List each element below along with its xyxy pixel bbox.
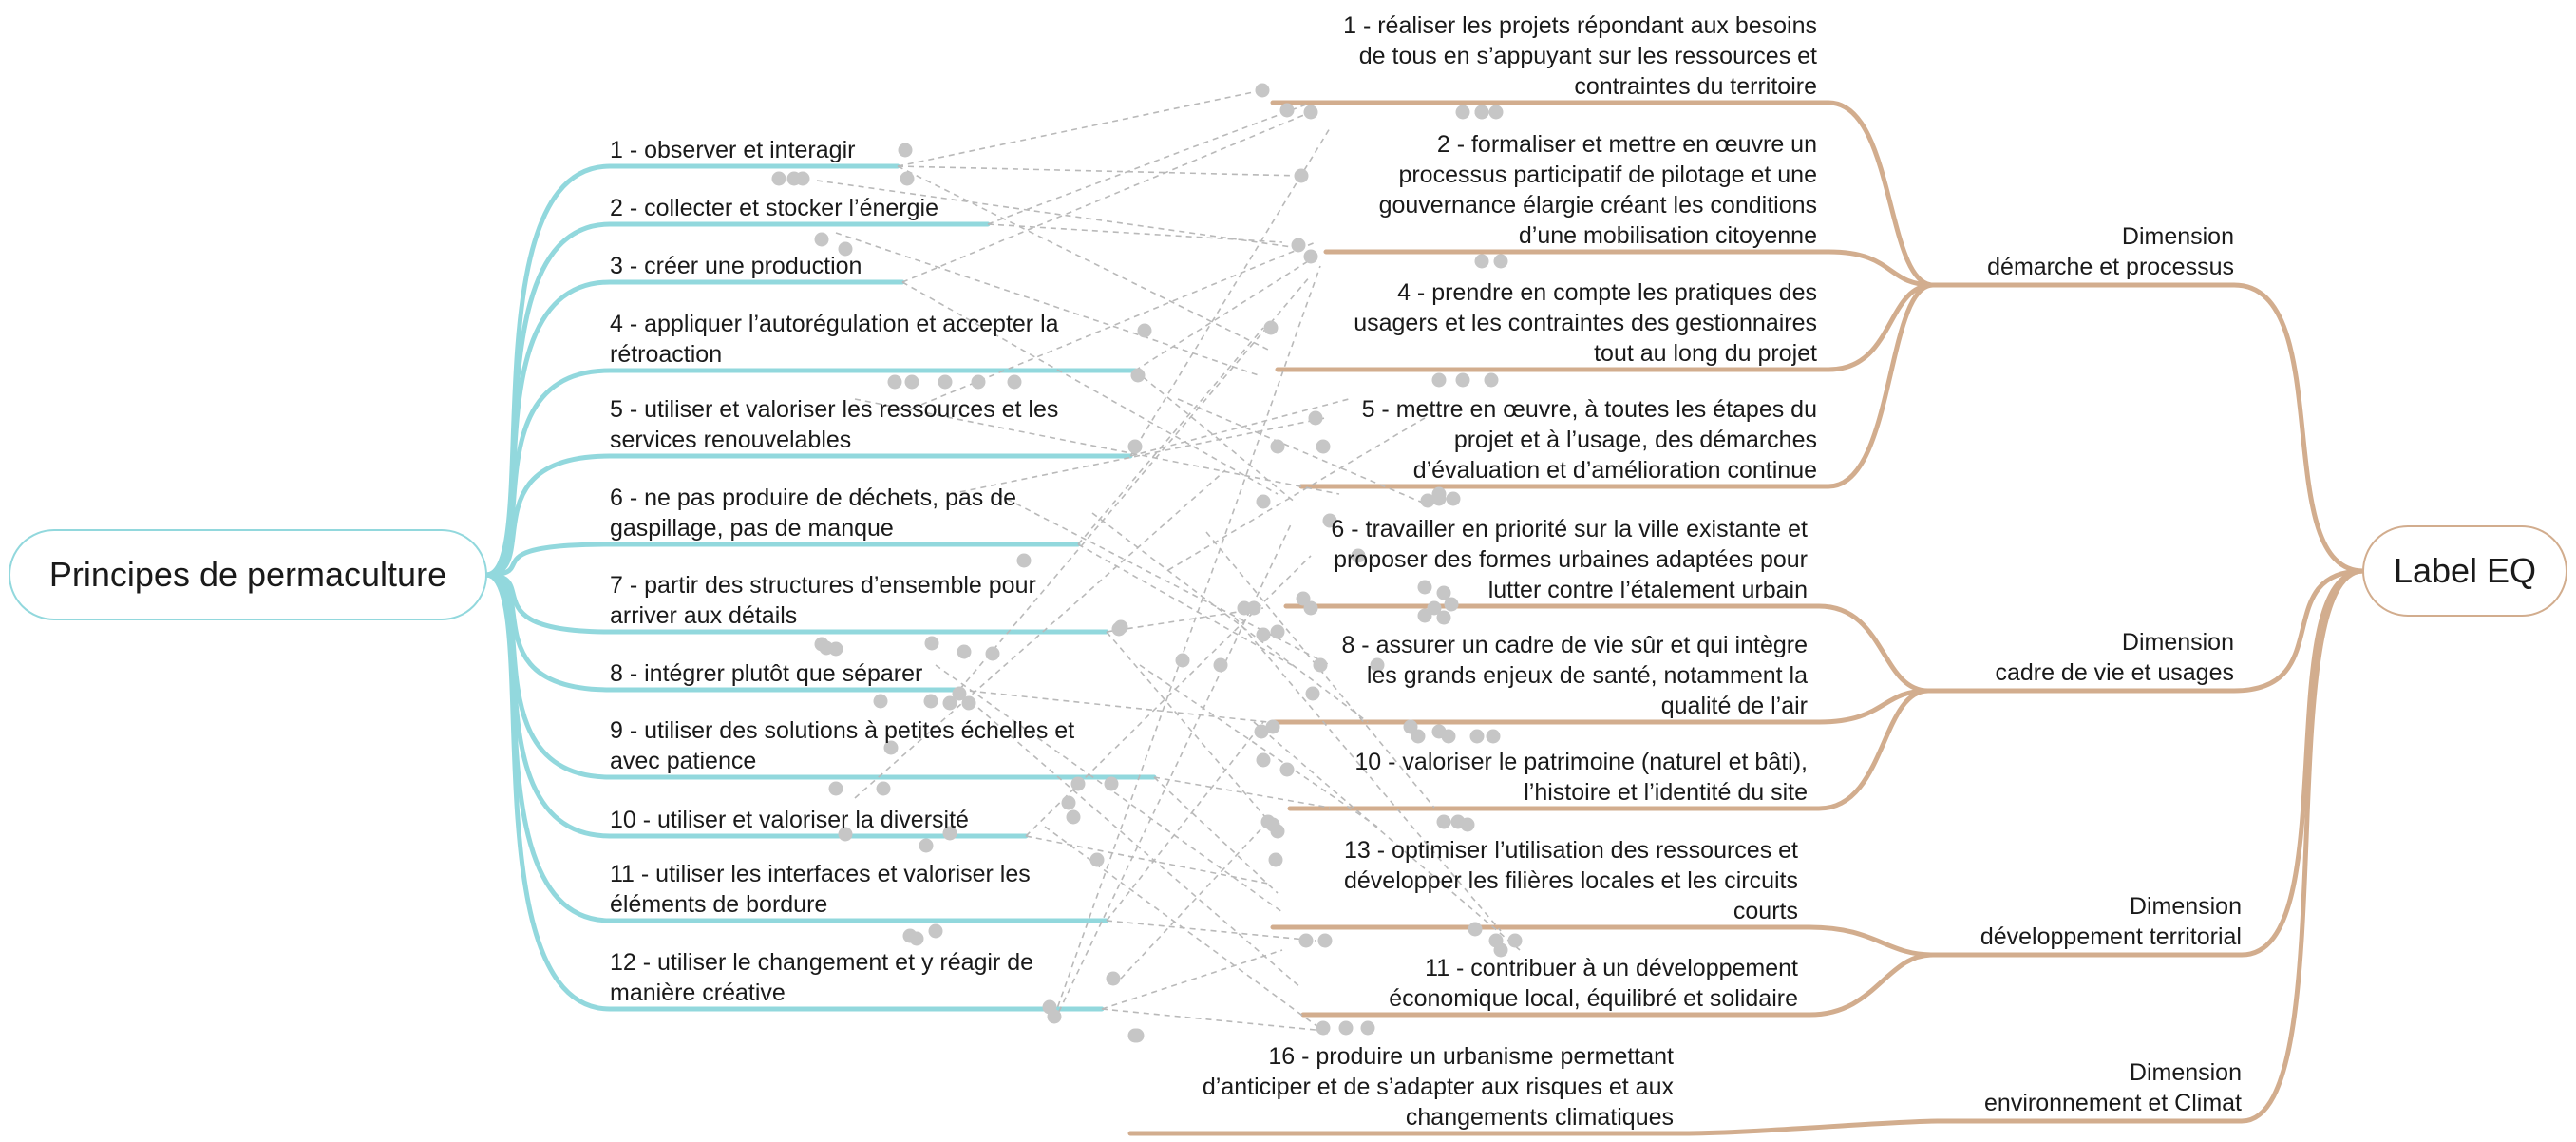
cross-link: [1102, 950, 1282, 1009]
cross-link: [1026, 556, 1311, 836]
principle-4: [610, 311, 1059, 368]
link-endpoint: [1105, 777, 1119, 791]
principle-4-line: 4 - appliquer l’autorégulation et accepter la: [610, 311, 1059, 337]
link-endpoint: [943, 696, 957, 711]
link-endpoint: [1485, 373, 1499, 388]
engagement-1-line: de tous en s’appuyant sur les ressources et: [1358, 43, 1817, 69]
engagement-1-line: contraintes du territoire: [1574, 73, 1817, 100]
link-endpoint: [1318, 934, 1333, 948]
principle-8-line: 8 - intégrer plutôt que séparer: [610, 660, 923, 687]
link-endpoint: [829, 642, 843, 657]
engagement-13-line: 13 - optimiser l’utilisation des ressources et: [1344, 837, 1798, 864]
link-endpoint: [796, 172, 810, 186]
link-endpoint: [1295, 169, 1309, 183]
engagement-branch-8: [1273, 691, 1928, 722]
dimension-env-line: environnement et Climat: [1984, 1090, 2242, 1116]
link-endpoint: [900, 172, 915, 186]
link-endpoint: [874, 695, 888, 709]
link-endpoint: [1468, 923, 1483, 937]
link-endpoint: [1361, 1021, 1375, 1036]
principle-6-line: 6 - ne pas produire de déchets, pas de: [610, 485, 1017, 511]
cross-link: [898, 166, 1301, 176]
link-endpoint: [1432, 373, 1447, 388]
principle-6-line: gaspillage, pas de manque: [610, 515, 894, 542]
link-endpoint: [1176, 654, 1190, 668]
cross-link: [1135, 371, 1297, 504]
cross-link: [1102, 1009, 1325, 1031]
engagement-11-line: économique local, équilibré et solidaire: [1389, 985, 1798, 1012]
cross-link: [1107, 921, 1316, 941]
engagement-16: [1203, 1043, 1675, 1131]
link-endpoint: [1487, 730, 1501, 744]
link-endpoint: [1008, 375, 1022, 390]
engagement-4-line: 4 - prendre en compte les pratiques des: [1397, 279, 1817, 306]
engagement-8-line: les grands enjeux de santé, notamment la: [1366, 662, 1808, 689]
cross-link: [1121, 827, 1263, 979]
cross-link: [898, 90, 1262, 166]
cross-link: [1154, 777, 1330, 808]
principle-10: [610, 807, 969, 833]
principle-7-line: 7 - partir des structures d’ensemble pour: [610, 572, 1036, 599]
link-endpoint: [1017, 554, 1032, 568]
link-endpoint: [829, 782, 843, 796]
engagement-11-line: 11 - contribuer à un développement: [1425, 955, 1798, 981]
link-endpoint: [1445, 598, 1459, 612]
link-endpoint: [1309, 411, 1323, 426]
principle-3: [610, 253, 862, 279]
link-endpoint: [1128, 1029, 1143, 1043]
engagement-2-line: d’une mobilisation citoyenne: [1518, 222, 1817, 249]
dimension-demarche: [1987, 223, 2234, 280]
link-endpoint: [1306, 687, 1320, 701]
engagement-2-line: gouvernance élargie créant les conditions: [1378, 192, 1817, 219]
dimension-cadre-line: cadre de vie et usages: [1995, 659, 2234, 686]
link-endpoint: [888, 375, 902, 390]
cross-link: [1140, 665, 1377, 827]
principle-5-line: services renouvelables: [610, 427, 852, 453]
engagement-4-line: tout au long du projet: [1594, 340, 1817, 367]
link-endpoint: [1247, 601, 1261, 616]
engagement-11: [1389, 955, 1798, 1012]
link-endpoint: [1256, 84, 1270, 98]
link-endpoint: [1112, 622, 1127, 637]
dimension-devt-line: Dimension: [2129, 893, 2242, 920]
principle-11-line: 11 - utiliser les interfaces et valoriser les: [610, 861, 1031, 887]
link-endpoint: [1299, 934, 1314, 948]
dimension-env: [1984, 1059, 2242, 1116]
principle-2: [610, 195, 938, 221]
link-endpoint: [1071, 777, 1086, 791]
link-endpoint: [1257, 495, 1271, 509]
link-endpoint: [1316, 1021, 1331, 1036]
engagement-1-line: 1 - réaliser les projets répondant aux besoins: [1343, 12, 1817, 39]
link-endpoint: [1131, 369, 1146, 383]
engagement-6-line: 6 - travailler en priorité sur la ville existante et: [1331, 516, 1808, 542]
link-endpoint: [925, 637, 939, 651]
engagement-branch-13: [1273, 927, 1933, 955]
cross-link: [1135, 257, 1316, 371]
link-endpoint: [1508, 934, 1523, 948]
link-endpoint: [1255, 725, 1269, 739]
link-endpoint: [1107, 972, 1121, 986]
engagement-2: [1379, 131, 1817, 249]
engagement-5-line: d’évaluation et d’amélioration continue: [1412, 457, 1817, 484]
engagement-8: [1341, 632, 1808, 719]
link-endpoint: [1461, 818, 1475, 832]
engagement-5: [1362, 396, 1817, 484]
link-endpoint: [938, 375, 953, 390]
engagement-10-line: l’histoire et l’identité du site: [1524, 779, 1808, 806]
link-endpoint: [1304, 250, 1318, 264]
link-endpoint: [1316, 440, 1331, 454]
link-endpoint: [1494, 255, 1508, 269]
link-endpoint: [1475, 105, 1489, 120]
cross-link: [836, 233, 1259, 375]
principle-12-line: 12 - utiliser le changement et y réagir de: [610, 949, 1034, 976]
dimension-cadre: [1995, 629, 2234, 686]
principle-12-line: manière créative: [610, 980, 786, 1006]
engagement-1: [1343, 12, 1817, 100]
link-endpoint: [1292, 238, 1306, 253]
engagement-8-line: qualité de l’air: [1660, 693, 1808, 719]
principle-branch-6: [486, 544, 1078, 575]
link-endpoint: [1257, 628, 1271, 642]
engagement-2-line: processus participatif de pilotage et une: [1398, 162, 1817, 188]
link-endpoint: [1214, 658, 1228, 673]
principle-5-line: 5 - utiliser et valoriser les ressources et les: [610, 396, 1059, 423]
link-endpoint: [1418, 609, 1432, 623]
link-endpoint: [1090, 853, 1105, 867]
link-endpoint: [1314, 658, 1328, 673]
principle-7-line: arriver aux détails: [610, 602, 798, 629]
cross-link: [997, 494, 1330, 665]
link-endpoint: [1447, 492, 1461, 506]
principle-4-line: rétroaction: [610, 341, 723, 368]
engagement-5-line: projet et à l’usage, des démarches: [1453, 427, 1817, 453]
link-endpoint: [1128, 440, 1143, 454]
principle-5: [610, 396, 1058, 453]
link-endpoint: [924, 695, 938, 709]
link-endpoint: [1411, 730, 1426, 744]
engagement-4: [1354, 279, 1817, 367]
link-endpoint: [1442, 730, 1456, 744]
link-endpoint: [1257, 753, 1271, 768]
link-endpoint: [1418, 581, 1432, 595]
link-endpoint: [1062, 796, 1076, 810]
dimension-devt-line: développement territorial: [1979, 923, 2242, 950]
principle-11: [610, 861, 1031, 918]
principle-2-line: 2 - collecter et stocker l’énergie: [610, 195, 938, 221]
link-endpoint: [929, 924, 943, 939]
dimension-env-line: Dimension: [2129, 1059, 2242, 1086]
link-endpoint: [877, 782, 891, 796]
link-endpoint: [1271, 440, 1285, 454]
engagement-8-line: 8 - assurer un cadre de vie sûr et qui intègre: [1341, 632, 1808, 658]
engagement-13-line: courts: [1733, 898, 1798, 924]
principle-9-line: 9 - utiliser des solutions à petites échelles et: [610, 717, 1075, 744]
link-endpoint: [1437, 815, 1451, 829]
link-endpoint: [972, 375, 986, 390]
principle-12: [610, 949, 1033, 1006]
principle-8: [610, 660, 922, 687]
right-root-node[interactable]: [2363, 526, 2567, 616]
left-root-node[interactable]: [9, 530, 486, 619]
left-root-text: Principes de permaculture: [48, 555, 447, 594]
principle-9-line: avec patience: [610, 748, 757, 774]
link-endpoint: [899, 143, 913, 158]
principle-7: [610, 572, 1036, 629]
dimension-demarche-line: démarche et processus: [1987, 254, 2234, 280]
link-endpoint: [1138, 324, 1152, 338]
link-endpoint: [1475, 255, 1489, 269]
engagement-10-line: 10 - valoriser le patrimoine (naturel et bâti),: [1354, 749, 1808, 775]
link-endpoint: [986, 647, 1000, 661]
link-endpoint: [910, 932, 924, 946]
right-root-text: Label EQ: [2393, 551, 2537, 590]
link-endpoint: [1264, 321, 1279, 335]
principle-10-line: 10 - utiliser et valoriser la diversité: [610, 807, 969, 833]
engagement-6-line: lutter contre l’étalement urbain: [1487, 577, 1808, 603]
principle-1-line: 1 - observer et interagir: [610, 137, 856, 163]
engagement-16-line: changements climatiques: [1405, 1104, 1674, 1131]
link-endpoint: [815, 233, 829, 247]
link-endpoint: [1304, 601, 1318, 616]
cross-link: [1026, 836, 1268, 884]
dimension-demarche-line: Dimension: [2121, 223, 2234, 250]
link-endpoint: [1067, 810, 1081, 825]
link-endpoint: [1269, 853, 1283, 867]
link-endpoint: [919, 839, 934, 853]
link-endpoint: [1456, 373, 1470, 388]
principle-3-line: 3 - créer une production: [610, 253, 862, 279]
cross-link: [1092, 513, 1368, 722]
cross-link: [1078, 328, 1263, 544]
engagement-6-line: proposer des formes urbaines adaptées pour: [1334, 546, 1808, 573]
link-endpoint: [905, 375, 919, 390]
link-endpoint: [1489, 105, 1504, 120]
link-endpoint: [1043, 1000, 1057, 1015]
engagement-16-line: d’anticiper et de s’adapter aux risques et aux: [1202, 1074, 1674, 1100]
engagement-5-line: 5 - mettre en œuvre, à toutes les étapes du: [1361, 396, 1817, 423]
link-endpoint: [957, 645, 972, 659]
link-endpoint: [1470, 730, 1485, 744]
engagement-13: [1344, 837, 1798, 924]
link-endpoint: [1304, 105, 1318, 120]
link-endpoint: [772, 172, 786, 186]
principle-1: [610, 137, 855, 163]
dimension-cadre-line: Dimension: [2121, 629, 2234, 656]
cross-link: [978, 708, 1301, 988]
link-endpoint: [1280, 763, 1295, 777]
engagement-16-line: 16 - produire un urbanisme permettant: [1268, 1043, 1674, 1070]
principle-11-line: éléments de bordure: [610, 891, 828, 918]
dimension-devt: [1980, 893, 2242, 950]
link-endpoint: [1280, 104, 1295, 118]
cross-link: [988, 105, 1306, 224]
principle-9: [610, 717, 1074, 774]
link-endpoint: [1266, 818, 1280, 832]
engagement-13-line: développer les filières locales et les circuits: [1344, 867, 1798, 894]
cross-link: [1154, 777, 1278, 893]
cross-link: [1054, 266, 1320, 1017]
engagement-2-line: 2 - formaliser et mettre en œuvre un: [1436, 131, 1817, 158]
link-endpoint: [1271, 625, 1285, 639]
engagement-10: [1354, 749, 1808, 806]
cross-link: [1130, 399, 1349, 456]
cross-link: [902, 112, 1311, 282]
principle-6: [610, 485, 1016, 542]
cross-link: [1045, 827, 1330, 1036]
link-endpoint: [1456, 105, 1470, 120]
link-endpoint: [962, 696, 976, 711]
principle-branch-12: [486, 575, 1102, 1009]
engagement-4-line: usagers et les contraintes des gestionnaires: [1354, 310, 1817, 336]
engagement-6: [1331, 516, 1808, 603]
dimension-branch-demarche: [1933, 285, 2363, 571]
link-endpoint: [1339, 1021, 1354, 1036]
labels: [610, 12, 2242, 1131]
cross-link: [1107, 722, 1263, 921]
link-endpoint: [1432, 492, 1447, 506]
